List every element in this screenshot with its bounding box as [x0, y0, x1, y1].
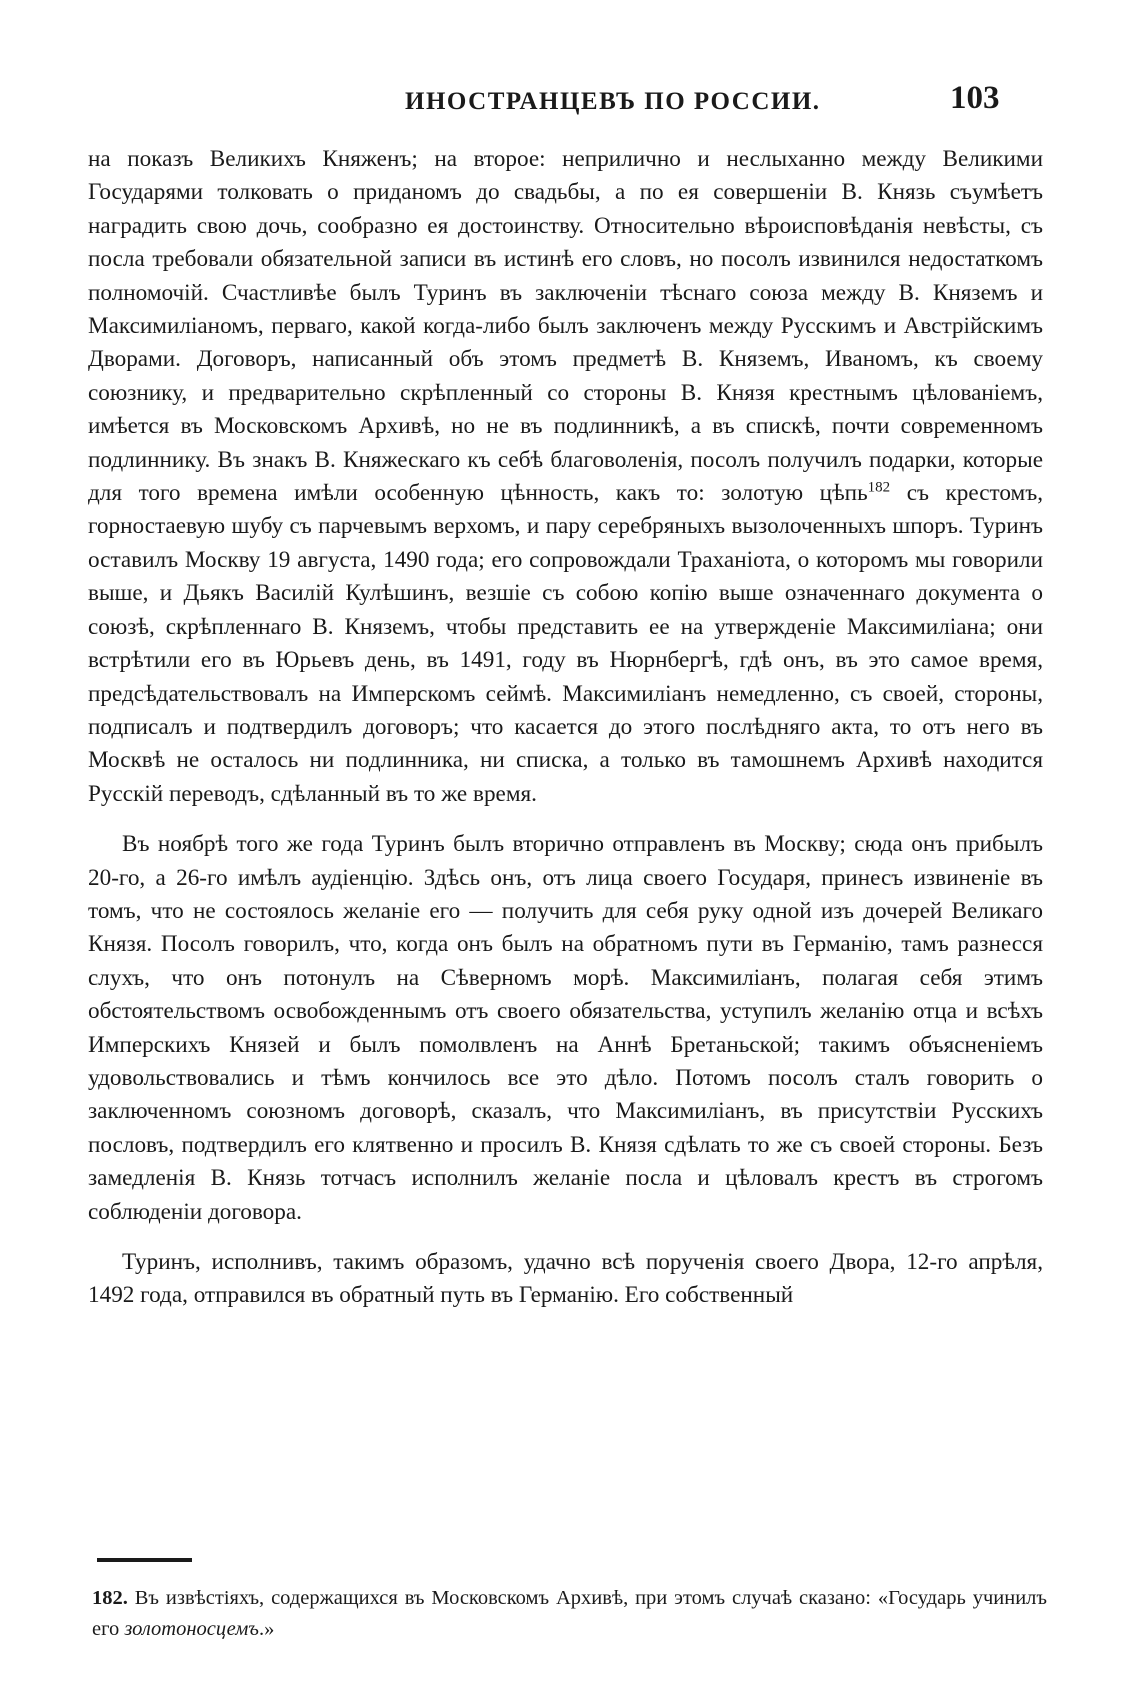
footnote-text-a: Въ извѣстіяхъ, содержащихся въ Московскомъ Архивѣ, при этомъ случаѣ сказано: «Государь учинилъ его	[92, 1587, 1047, 1640]
paragraph-1	[88, 143, 1043, 811]
page-number: 103	[950, 80, 1000, 116]
paragraph-3: Туринъ, исполнивъ, такимъ образомъ, удачно всѣ порученія своего Двора, 12-го апрѣля, 1492 года, отправился въ обратный путь въ Германію. Его собственный	[88, 1249, 1043, 1309]
footnote	[92, 1583, 1047, 1645]
footnote-text-b: .»	[258, 1618, 275, 1640]
body-text	[88, 143, 1043, 1313]
footnote-separator	[97, 1558, 192, 1562]
footnote-italic-word: золотоносцемъ	[124, 1618, 259, 1640]
footnote-reference: 182	[867, 479, 891, 496]
paragraph-2: Въ ноябрѣ того же года Туринъ былъ вторично отправленъ въ Москву; сюда онъ прибылъ 20-го, а 26-го имѣлъ аудіенцію. Здѣсь онъ, отъ лица своего Государя, принесъ извиненіе въ томъ, что не состоялось желаніе его — получить для себя руку одной изъ дочерей Великаго Князя. Посолъ говорилъ, что, когда онъ былъ на обратномъ пути въ Германію, тамъ разнесся слухъ, что онъ потонулъ на Сѣверномъ морѣ. Максимиліанъ, полагая себя этимъ обстоятельствомъ освобожденнымъ отъ своего обязательства, уступилъ желанію отца и всѣхъ Имперскихъ Князей и былъ помолвленъ на Аннѣ Бретаньской; такимъ объясненіемъ удовольствовались и тѣмъ кончилось все это дѣло. Потомъ посолъ сталъ говорить о заключенномъ союзномъ договорѣ, сказалъ, что Максимиліанъ, въ присутствіи Русскихъ пословъ, подтвердилъ его клятвенно и просилъ В. Князя сдѣлать то же съ своей стороны. Безъ замедленія В. Князь тотчасъ исполнилъ желаніе посла и цѣловалъ крестъ въ строгомъ соблюденіи договора.	[88, 831, 1043, 1225]
running-head: ИНОСТРАНЦЕВЪ ПО РОССИИ.	[405, 88, 821, 115]
paragraph-1-text-b: съ крестомъ, горностаевую шубу съ парчевымъ верхомъ, и пару серебряныхъ вызолоченныхъ шпоръ. Туринъ оставилъ Москву 19 августа, 1490 года; его сопровождали Траханіота, о которомъ мы говорили выше, и Дьякъ Василій Кулѣшинъ, везшіе съ собою копію выше означеннаго документа о союзѣ, скрѣпленнаго В. Княземъ, чтобы представить ее на утвержденіе Максимиліана; они встрѣтили его въ Юрьевъ день, въ 1491, году въ Нюрнбергѣ, гдѣ онъ, въ это самое время, предсѣдательствовалъ на Имперскомъ сеймѣ. Максимиліанъ немедленно, съ своей, стороны, подписалъ и подтвердилъ договоръ; что касается до этого послѣдняго акта, то отъ него въ Москвѣ не осталось ни подлинника, ни списка, а только въ тамошнемъ Архивѣ находится Русскій переводъ, сдѣланный въ то же время.	[88, 480, 1043, 807]
footnote-number: 182.	[92, 1587, 128, 1609]
paragraph-1-text-a: на показъ Великихъ Княженъ; на второе: неприлично и неслыханно между Великими Государями толковать о приданомъ до свадьбы, а по ея совершеніи В. Князь съумѣетъ наградить свою дочь, сообразно ея достоинству. Относительно вѣроисповѣданія невѣсты, съ посла требовали обязательной записи въ истинѣ его словъ, но посолъ извинился недостаткомъ полномочій. Счастливѣе былъ Туринъ въ заключеніи тѣснаго союза между В. Княземъ и Максимиліаномъ, перваго, какой когда-либо былъ заключенъ между Русскимъ и Австрійскимъ Дворами. Договоръ, написанный объ этомъ предметѣ В. Княземъ, Иваномъ, къ своему союзнику, и предварительно скрѣпленный со стороны В. Князя крестнымъ цѣлованіемъ, имѣется въ Московскомъ Архивѣ, но не въ подлинникѣ, а въ спискѣ, почти современномъ подлиннику. Въ знакъ В. Княжескаго къ себѣ благоволенія, посолъ получилъ подарки, которые для того времена имѣли особенную цѣнность, какъ то: золотую цѣпь	[88, 146, 1043, 507]
